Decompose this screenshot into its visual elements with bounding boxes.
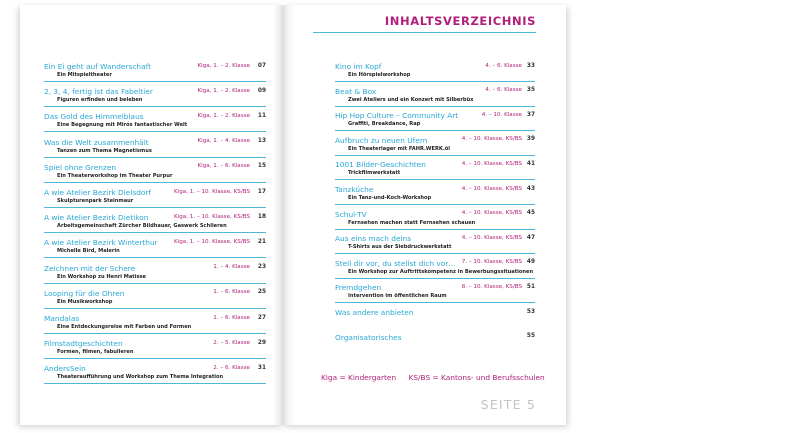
toc-entry-subtitle: Ein Mitspieltheater [57,72,112,78]
toc-entry-subtitle: Trickfilmwerkstatt [348,170,401,177]
toc-entry-page-number: 51 [526,283,535,290]
toc-entry [44,62,266,86]
toc-entry-page-number: 47 [526,234,535,241]
toc-entry-grade: 4. – 10. Klasse, KS/BS [461,160,522,167]
toc-entry-title: Stell dir vor, du stellst dich vor… [335,258,456,268]
toc-entry-title: Fremdgehen [335,283,382,293]
toc-entry-subtitle: Michelle Bird, Malerin [57,248,120,255]
toc-entry [335,185,535,209]
legend [321,373,555,382]
toc-entry-page-number: 07 [257,62,266,69]
toc-entry-divider [44,257,266,258]
toc-entry-divider [335,130,535,131]
toc-entry-subtitle: Figuren erfinden und beleben [57,97,143,104]
toc-entry-page-number: 35 [526,87,535,94]
toc-entry-title: Das Gold des Himmelblaus [44,112,144,122]
toc-entry [44,163,266,187]
toc-entry-grade: 4. – 6. Klasse [485,87,522,94]
toc-entry-grade: 2. – 6. Klasse [213,364,250,371]
toc-entry-divider [335,253,535,254]
toc-entry-grade: 8. – 10. Klasse, KS/BS [461,283,522,290]
page-title: INHALTSVERZEICHNIS [384,14,536,28]
toc-entry-line [335,308,535,319]
toc-entry [44,138,266,162]
toc-entry-divider [335,229,535,230]
toc-entry-title: A wie Atelier Bezirk Dielsdorf [44,188,152,197]
toc-entry-grade: 2. – 5. Klasse [213,339,250,346]
toc-entry-subtitle: Theateraufführung und Workshop zum Thema Integration [57,374,224,381]
toc-entry [335,62,535,86]
toc-entry-subtitle: Ein Musikworkshop [57,298,113,305]
toc-entry-grade: 4. – 10. Klasse, KS/BS [461,136,522,143]
toc-entry [335,210,535,234]
toc-entry-title: Organisatorisches [335,332,402,342]
toc-entry-page-number: 27 [257,314,266,321]
toc-entry-divider [44,333,266,334]
toc-entry-title: Was die Welt zusammenhält [44,137,149,147]
toc-entry-subtitle: Graffiti, Breakdance, Rap [348,121,421,128]
toc-entry-subtitle: Ein Tanz-und-Koch-Workshop [348,195,432,201]
toc-entry-grade: Kiga, 1. – 10. Klasse, KS/BS [174,188,250,195]
toc-entry-page-number: 55 [526,333,535,340]
toc-entry-subtitle: Eine Entdeckungsreise mit Farben und Formen [57,324,192,330]
toc-entry-grade: 7. – 10. Klasse, KS/BS [461,259,522,266]
toc-entry-page-number: 29 [257,339,266,346]
toc-entry [44,364,266,388]
toc-entry [335,308,535,332]
toc-entry-page-number: 45 [526,210,535,217]
toc-entry-title: Hip Hop Culture – Community Art [335,111,459,121]
toc-entry-grade: 4. – 10. Klasse [481,111,522,118]
toc-entry-subtitle: Skulpturenpark Steinmaur [57,198,134,204]
toc-entry-title: Schul-TV [335,209,367,219]
toc-entry-page-number: 18 [257,213,266,220]
toc-entry-subtitle: Ein Workshop zur Auftrittskompetenz in Bewerbungssituationen [348,268,534,275]
toc-entry-page-number: 41 [526,160,535,167]
toc-entry-title: Filmstadtgeschichten [44,339,123,349]
toc-entry [335,160,535,184]
toc-entry-divider [335,278,535,279]
toc-entry-subtitle: T-Shirts aus der Siebdruckwerkstatt [348,244,452,251]
toc-entry-title: Spiel ohne Grenzen [44,162,117,172]
toc-entry [44,112,266,136]
toc-entry-subtitle: Intervention im öffentlichen Raum [348,293,447,300]
toc-entry-grade: Kiga, 1. – 2. Klasse [197,87,250,94]
toc-entry-divider [44,358,266,359]
toc-entry-page-number: 15 [257,163,266,170]
toc-entry-divider [44,207,266,208]
toc-entry-divider [335,302,535,303]
toc-entry-divider [44,182,266,183]
toc-entry-divider [335,81,535,82]
toc-entry-divider [44,283,266,284]
toc-entry-page-number: 21 [257,238,266,245]
toc-entry-subtitle: Ein Theaterworkshop im Theater Purpur [57,172,173,179]
toc-entry-divider [44,157,266,158]
toc-entry-title: Mandalas [44,314,80,323]
toc-entry-grade: Kiga, 1. – 6. Klasse [197,163,250,170]
toc-entry-grade: Kiga, 1. – 4. Klasse [197,138,250,145]
toc-entry-subtitle: Formen, filmen, fabulieren [57,349,134,356]
toc-entry-subtitle: Zwei Ateliers und ein Konzert mit Silberbüx [348,96,474,103]
toc-entry-grade: Kiga, 1. – 10. Klasse, KS/BS [174,238,250,245]
toc-entry-grade: 4. – 10. Klasse, KS/BS [461,234,522,241]
toc-entry-title: A wie Atelier Bezirk Winterthur [44,238,158,248]
toc-entry-grade: 1. – 6. Klasse [213,289,250,296]
right-page [283,5,566,425]
toc-entry-subtitle: Arbeitsgemeinschaft Zürcher Bildhauer, Gaswerk Schlieren [57,223,227,230]
toc-entry [44,188,266,212]
toc-entry-title: Tanzküche [335,185,374,194]
toc-entry-title: A wie Atelier Bezirk Dietikon [44,213,149,223]
toc-entry [44,213,266,237]
toc-entry-divider [44,383,266,384]
toc-entry [44,238,266,262]
toc-entry-title: AndersSein [44,364,86,374]
toc-entry-page-number: 25 [257,289,266,296]
toc-entry-title: Looping für die Ohren [44,288,125,298]
toc-entry-grade: 1. – 4. Klasse [213,264,250,271]
toc-entry-title: Zeichnen mit der Schere [44,263,136,273]
toc-entry [335,87,535,111]
toc-entry-grade: Kiga, 1. – 10. Klasse, KS/BS [174,213,250,220]
toc-entry-subtitle: Tanzen zum Thema Magnetismus [57,147,152,154]
toc-entry-title: Ein Ei geht auf Wanderschaft [44,62,151,71]
toc-entry [44,87,266,111]
toc-entry [44,339,266,363]
toc-entry-page-number: 23 [257,264,266,271]
toc-entry-grade: Kiga, 1. – 2. Klasse [197,62,250,69]
toc-entry-title: 2, 3, 4, fertig ist das Fabeltier [44,87,153,97]
toc-entry-divider [44,106,266,107]
toc-entry [335,111,535,135]
toc-entry-subtitle: Ein Workshop zu Henri Matisse [57,273,146,280]
toc-entry-grade: Kiga, 1. – 2. Klasse [197,112,250,119]
toc-entry-divider [335,204,535,205]
toc-entry [335,234,535,258]
toc-entry-subtitle: Ein Hörspielworkshop [348,72,411,78]
toc-entry-divider [335,179,535,180]
toc-entry-grade: 4. – 6. Klasse [485,62,522,69]
toc-entry-page-number: 09 [257,87,266,94]
legend-kiga: Kiga = Kindergarten [321,373,397,382]
toc-entry-divider [44,232,266,233]
toc-entry-page-number: 31 [257,364,266,371]
toc-entry [44,289,266,313]
toc-entry-page-number: 43 [526,185,535,192]
toc-entry [44,264,266,288]
toc-entry [335,283,535,307]
toc-entry-divider [44,81,266,82]
toc-entry-title: Beat & Box [335,86,377,96]
toc-entry-page-number: 37 [526,111,535,118]
toc-entry-page-number: 13 [257,138,266,145]
toc-entry-divider [335,106,535,107]
toc-entry-page-number: 53 [526,308,535,315]
toc-entry-divider [44,131,266,132]
toc-entry-title: Aus eins mach deins [335,234,412,244]
toc-entry [335,333,535,357]
toc-entry-subtitle: Ein Theaterlager mit FAHR.WERK.öl [348,145,451,152]
header-divider [313,32,536,33]
toc-entry-title: Kino im Kopf [335,62,382,71]
toc-entry-grade: 1. – 6. Klasse [213,314,250,321]
toc-entry [335,259,535,283]
toc-entry-grade: 4. – 10. Klasse, KS/BS [461,185,522,192]
toc-entry-page-number: 11 [257,112,266,119]
toc-entry-grade: 4. – 10. Klasse, KS/BS [461,210,522,217]
toc-entry-page-number: 17 [257,188,266,195]
page-number-label: SEITE 5 [480,397,536,412]
toc-entry-title: Was andere anbieten [335,308,414,317]
toc-entry [335,136,535,160]
toc-entry [44,314,266,338]
toc-entry-subtitle: Fernsehen machen statt Fernsehen schauen [348,219,476,226]
toc-entry-page-number: 33 [526,62,535,69]
toc-entry-divider [44,308,266,309]
toc-entry-divider [335,155,535,156]
toc-entry-title: Aufbruch zu neuen Ufern [335,135,428,145]
toc-entry-page-number: 39 [526,136,535,143]
toc-entry-line [335,333,535,344]
toc-entry-page-number: 49 [526,259,535,266]
toc-entry-title: 1001 Bilder-Geschichten [335,160,426,170]
legend-ksbs: KS/BS = Kantons- und Berufsschulen [408,373,545,382]
left-page [20,5,283,425]
toc-entry-subtitle: Eine Begegnung mit Mirós fantastischer Welt [57,122,188,129]
